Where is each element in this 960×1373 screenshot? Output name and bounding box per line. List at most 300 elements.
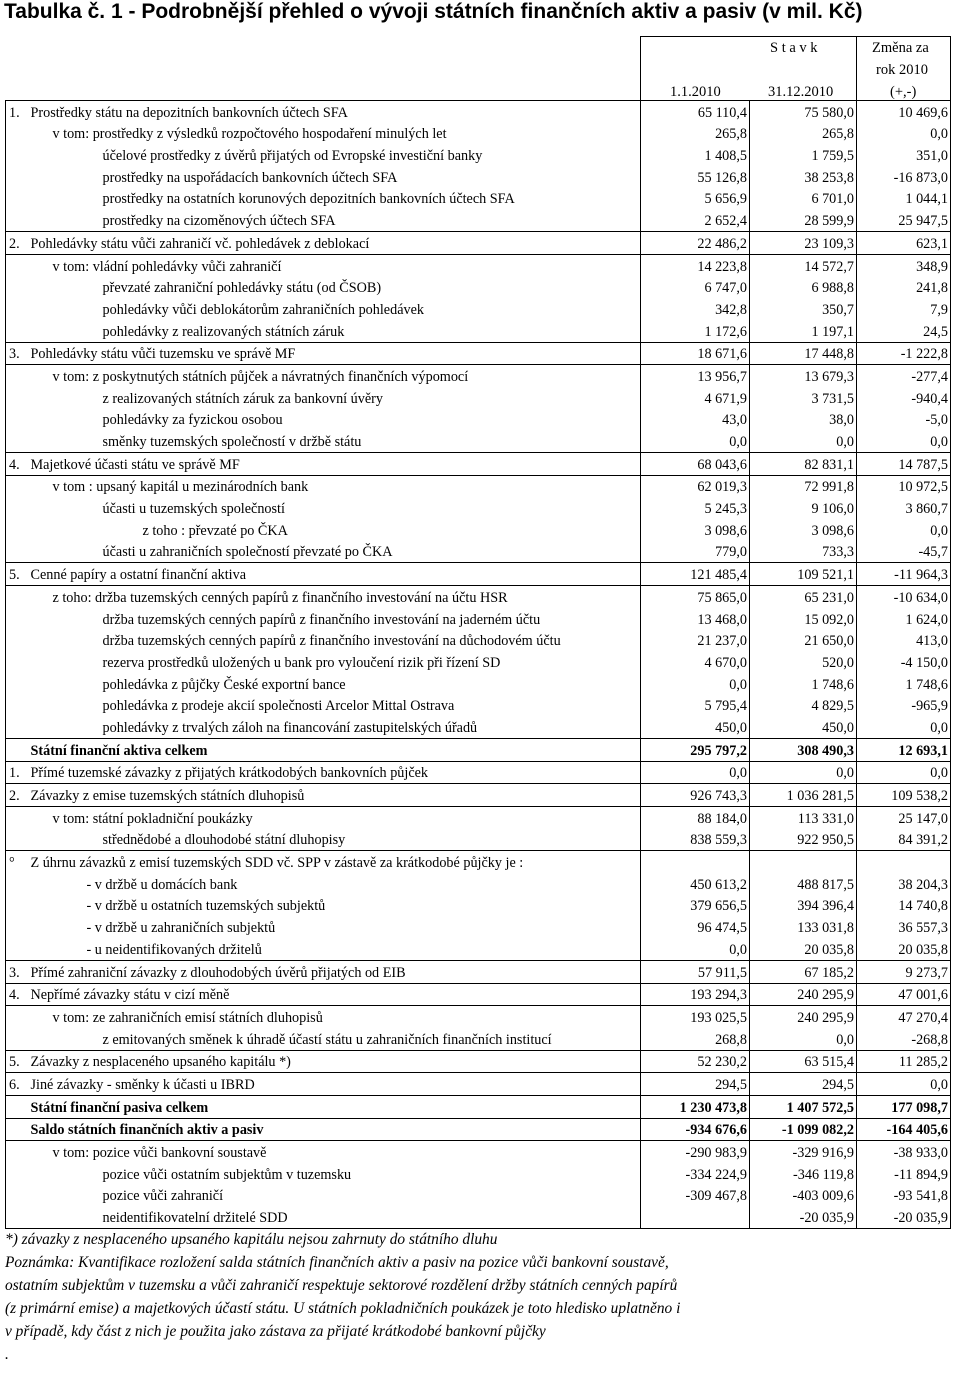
row-number: 5. (6, 563, 28, 586)
table-row (6, 716, 951, 738)
value-start: 265,8 (641, 123, 750, 145)
table-row (6, 430, 951, 452)
table-row (6, 630, 951, 652)
value-end: -403 009,6 (750, 1185, 857, 1207)
header-col-end: 31.12.2010 (768, 84, 834, 100)
value-end: -1 099 082,2 (750, 1118, 857, 1141)
value-start: 5 245,3 (641, 497, 750, 519)
value-change: 84 391,2 (857, 829, 951, 851)
row-number (6, 1206, 28, 1228)
value-end: 4 829,5 (750, 695, 857, 717)
table-row (6, 1050, 951, 1073)
row-number (6, 519, 28, 541)
value-end: 488 817,5 (750, 873, 857, 895)
footnote-line: . (5, 1346, 9, 1363)
value-end: 3 731,5 (750, 387, 857, 409)
table-row (6, 497, 951, 519)
row-number (6, 738, 28, 761)
table-row (6, 453, 951, 476)
value-end: 1 748,6 (750, 673, 857, 695)
value-start: 22 486,2 (641, 232, 750, 255)
table-row (6, 475, 951, 497)
value-change: 0,0 (857, 761, 951, 784)
value-end: 0,0 (750, 761, 857, 784)
value-change: -164 405,6 (857, 1118, 951, 1141)
value-end: 15 092,0 (750, 608, 857, 630)
row-label: prostředky na uspořádacích bankovních účtech SFA (28, 166, 641, 188)
table-row (6, 519, 951, 541)
value-start: 450,0 (641, 716, 750, 738)
value-start: -934 676,6 (641, 1118, 750, 1141)
value-start: 18 671,6 (641, 342, 750, 365)
row-number (6, 695, 28, 717)
row-number (6, 1141, 28, 1163)
value-start: 838 559,3 (641, 829, 750, 851)
value-end: 82 831,1 (750, 453, 857, 476)
page-title: Tabulka č. 1 - Podrobnější přehled o vývoji státních finančních aktiv a pasiv (v mil. Kč) (4, 0, 863, 23)
value-end: 9 106,0 (750, 497, 857, 519)
value-end: 0,0 (750, 1028, 857, 1050)
row-label: v tom: státní pokladniční poukázky (28, 807, 641, 829)
value-start: -290 983,9 (641, 1141, 750, 1163)
row-label: Státní finanční aktiva celkem (28, 738, 641, 761)
value-change: 25 947,5 (857, 209, 951, 231)
row-label: Závazky z emise tuzemských státních dluhopisů (28, 784, 641, 807)
value-change: 0,0 (857, 519, 951, 541)
value-start: 65 110,4 (641, 101, 750, 123)
value-change: -940,4 (857, 387, 951, 409)
value-start: 1 172,6 (641, 320, 750, 342)
value-end: 733,3 (750, 541, 857, 563)
table-row (6, 387, 951, 409)
row-label: z emitovaných směnek k úhradě účastí státu u zahraničních finančních institucí (28, 1028, 641, 1050)
row-label: rezerva prostředků uložených u bank pro vyloučení rizik při řízení SD (28, 651, 641, 673)
value-end: 21 650,0 (750, 630, 857, 652)
value-end: 1 197,1 (750, 320, 857, 342)
row-label: pozice vůči zahraničí (28, 1185, 641, 1207)
row-number: ° (6, 851, 28, 873)
table-row (6, 916, 951, 938)
table-row (6, 320, 951, 342)
value-end: 265,8 (750, 123, 857, 145)
value-start: 13 956,7 (641, 365, 750, 387)
value-change: 38 204,3 (857, 873, 951, 895)
row-label: - v držbě u domácích bank (28, 873, 641, 895)
table-row (6, 651, 951, 673)
value-start: 5 795,4 (641, 695, 750, 717)
value-start: 0,0 (641, 938, 750, 960)
row-label: směnky tuzemských společností v držbě státu (28, 430, 641, 452)
value-end: 240 295,9 (750, 983, 857, 1006)
value-change: 0,0 (857, 430, 951, 452)
value-start: 0,0 (641, 761, 750, 784)
row-label: Pohledávky státu vůči zahraničí vč. pohledávek z deblokací (28, 232, 641, 255)
row-number: 4. (6, 453, 28, 476)
table-row (6, 829, 951, 851)
row-label: účasti u tuzemských společností (28, 497, 641, 519)
row-label: Přímé zahraniční závazky z dlouhodobých úvěrů přijatých od EIB (28, 960, 641, 983)
row-number (6, 1163, 28, 1185)
header-stav: S t a v k (770, 40, 818, 56)
row-label: Saldo státních finančních aktiv a pasiv (28, 1118, 641, 1141)
footnote-line: Poznámka: Kvantifikace rozložení salda státních finančních aktiv a pasiv na pozice vůči bankovní soustavě, (5, 1254, 669, 1271)
value-change: 47 270,4 (857, 1006, 951, 1028)
value-change: -93 541,8 (857, 1185, 951, 1207)
value-start: 43,0 (641, 409, 750, 431)
value-change: 10 972,5 (857, 475, 951, 497)
table-row (6, 938, 951, 960)
table-row (6, 1073, 951, 1096)
value-change: 1 748,6 (857, 673, 951, 695)
table-row (6, 983, 951, 1006)
value-end: 3 098,6 (750, 519, 857, 541)
row-label: Cenné papíry a ostatní finanční aktiva (28, 563, 641, 586)
value-start: -334 224,9 (641, 1163, 750, 1185)
value-change: 10 469,6 (857, 101, 951, 123)
table-row (6, 960, 951, 983)
row-label: pohledávky vůči deblokátorům zahraničních pohledávek (28, 298, 641, 320)
row-number: 3. (6, 960, 28, 983)
row-number (6, 1118, 28, 1141)
row-label: Z úhrnu závazků z emisí tuzemských SDD vč. SPP v zástavě za krátkodobé půjčky je : (28, 851, 641, 873)
value-change: 0,0 (857, 123, 951, 145)
footnote-line: v případě, kdy část z nich je použita jako zástava za přijaté krátkodobé bankovní půjčky (5, 1323, 546, 1340)
table-row (6, 409, 951, 431)
table-row (6, 563, 951, 586)
row-number: 1. (6, 101, 28, 123)
value-end: 240 295,9 (750, 1006, 857, 1028)
table-row (6, 1028, 951, 1050)
footnote-line: (z primární emise) a majetkových účastí státu. U státních pokladničních poukázek je toto hledisko uplatněno i (5, 1300, 681, 1317)
row-number (6, 430, 28, 452)
row-number (6, 365, 28, 387)
value-start: 779,0 (641, 541, 750, 563)
table-row (6, 188, 951, 210)
row-label: v tom: vládní pohledávky vůči zahraničí (28, 254, 641, 276)
value-end: 133 031,8 (750, 916, 857, 938)
table-row (6, 101, 951, 123)
table-row (6, 807, 951, 829)
value-start: 88 184,0 (641, 807, 750, 829)
value-start: 268,8 (641, 1028, 750, 1050)
value-start: 121 485,4 (641, 563, 750, 586)
value-end: 38 253,8 (750, 166, 857, 188)
value-change: -45,7 (857, 541, 951, 563)
value-change: 20 035,8 (857, 938, 951, 960)
value-start: 1 230 473,8 (641, 1095, 750, 1118)
row-number: 5. (6, 1050, 28, 1073)
value-change: 109 538,2 (857, 784, 951, 807)
row-label: držba tuzemských cenných papírů z finančního investování na důchodovém účtu (28, 630, 641, 652)
value-change: 177 098,7 (857, 1095, 951, 1118)
table-row (6, 365, 951, 387)
row-number (6, 938, 28, 960)
row-label: střednědobé a dlouhodobé státní dluhopisy (28, 829, 641, 851)
row-label: pohledávky z realizovaných státních záruk (28, 320, 641, 342)
row-number: 2. (6, 232, 28, 255)
value-start: 193 294,3 (641, 983, 750, 1006)
table-row (6, 1163, 951, 1185)
row-number (6, 807, 28, 829)
row-label: pozice vůči ostatním subjektům v tuzemsku (28, 1163, 641, 1185)
value-end: 67 185,2 (750, 960, 857, 983)
value-change: 241,8 (857, 277, 951, 299)
value-change: 0,0 (857, 716, 951, 738)
value-end (750, 851, 857, 873)
row-number (6, 298, 28, 320)
row-number (6, 916, 28, 938)
table-row (6, 738, 951, 761)
row-number (6, 475, 28, 497)
table-row (6, 761, 951, 784)
row-label: pohledávka z půjčky České exportní bance (28, 673, 641, 695)
row-label: v tom: prostředky z výsledků rozpočtového hospodaření minulých let (28, 123, 641, 145)
value-change: 36 557,3 (857, 916, 951, 938)
value-change: 12 693,1 (857, 738, 951, 761)
table-row (6, 784, 951, 807)
row-label: účelové prostředky z úvěrů přijatých od Evropské investiční banky (28, 144, 641, 166)
row-number (6, 716, 28, 738)
value-end: 28 599,9 (750, 209, 857, 231)
row-number (6, 586, 28, 608)
footnote-line: ostatním subjektům v tuzemsku a vůči zahraničí respektuje sektorové rozdělení držby státních cenných papírů (5, 1277, 678, 1294)
row-number (6, 673, 28, 695)
table-row (6, 1206, 951, 1228)
footnote-line: *) závazky z nesplaceného upsaného kapitálu nejsou zahrnuty do státního dluhu (5, 1231, 498, 1248)
value-change: 348,9 (857, 254, 951, 276)
value-end: 72 991,8 (750, 475, 857, 497)
table-row (6, 586, 951, 608)
row-number (6, 651, 28, 673)
header-col-start: 1.1.2010 (670, 84, 721, 100)
value-start: 3 098,6 (641, 519, 750, 541)
row-label: neidentifikovatelní držitelé SDD (28, 1206, 641, 1228)
value-end: 520,0 (750, 651, 857, 673)
value-start: 57 911,5 (641, 960, 750, 983)
value-start: 193 025,5 (641, 1006, 750, 1028)
row-number (6, 541, 28, 563)
value-start (641, 851, 750, 873)
value-start: 450 613,2 (641, 873, 750, 895)
row-label: Jiné závazky - směnky k účasti u IBRD (28, 1073, 641, 1096)
value-start: 926 743,3 (641, 784, 750, 807)
row-label: pohledávka z prodeje akcií společnosti Arcelor Mittal Ostrava (28, 695, 641, 717)
row-number (6, 630, 28, 652)
row-number (6, 895, 28, 917)
row-number: 2. (6, 784, 28, 807)
row-label: z toho : převzaté po ČKA (28, 519, 641, 541)
row-label: Státní finanční pasiva celkem (28, 1095, 641, 1118)
value-change: 25 147,0 (857, 807, 951, 829)
value-change: 14 787,5 (857, 453, 951, 476)
table-row (6, 1006, 951, 1028)
value-end: 6 701,0 (750, 188, 857, 210)
value-start: 52 230,2 (641, 1050, 750, 1073)
table-row (6, 1095, 951, 1118)
row-label: Nepřímé závazky státu v cizí měně (28, 983, 641, 1006)
value-start: 4 671,9 (641, 387, 750, 409)
value-end: 109 521,1 (750, 563, 857, 586)
table-row (6, 342, 951, 365)
value-change: -11 964,3 (857, 563, 951, 586)
row-number: 1. (6, 761, 28, 784)
value-start: 379 656,5 (641, 895, 750, 917)
row-label: držba tuzemských cenných papírů z finančního investování na jaderném účtu (28, 608, 641, 630)
value-end: 65 231,0 (750, 586, 857, 608)
value-start: 5 656,9 (641, 188, 750, 210)
value-end: 38,0 (750, 409, 857, 431)
value-change: 3 860,7 (857, 497, 951, 519)
row-label: v tom : upsaný kapitál u mezinárodních bank (28, 475, 641, 497)
row-label: prostředky na ostatních korunových depozitních bankovních účtech SFA (28, 188, 641, 210)
row-number (6, 873, 28, 895)
value-end: 922 950,5 (750, 829, 857, 851)
table-row (6, 1185, 951, 1207)
value-start: 13 468,0 (641, 608, 750, 630)
value-start: 342,8 (641, 298, 750, 320)
table-row (6, 298, 951, 320)
row-label: pohledávky za fyzickou osobou (28, 409, 641, 431)
value-change: -277,4 (857, 365, 951, 387)
value-end: 1 407 572,5 (750, 1095, 857, 1118)
row-number: 3. (6, 342, 28, 365)
value-start: 55 126,8 (641, 166, 750, 188)
row-number (6, 320, 28, 342)
value-change: 1 624,0 (857, 608, 951, 630)
table-row (6, 608, 951, 630)
value-start (641, 1206, 750, 1228)
table-row (6, 873, 951, 895)
header-zmena-1: Změna za (872, 40, 929, 56)
row-label: Majetkové účasti státu ve správě MF (28, 453, 641, 476)
table-row (6, 851, 951, 873)
value-end: 20 035,8 (750, 938, 857, 960)
value-end: -329 916,9 (750, 1141, 857, 1163)
value-change: 623,1 (857, 232, 951, 255)
value-start: 0,0 (641, 430, 750, 452)
row-label: Závazky z nesplaceného upsaného kapitálu *) (28, 1050, 641, 1073)
value-end: 63 515,4 (750, 1050, 857, 1073)
value-end: 17 448,8 (750, 342, 857, 365)
row-number (6, 188, 28, 210)
row-label: prostředky na cizoměnových účtech SFA (28, 209, 641, 231)
value-end: 294,5 (750, 1073, 857, 1096)
row-number (6, 608, 28, 630)
value-change: 7,9 (857, 298, 951, 320)
value-change: -16 873,0 (857, 166, 951, 188)
row-label: z toho: držba tuzemských cenných papírů z finančního investování na účtu HSR (28, 586, 641, 608)
value-start: 2 652,4 (641, 209, 750, 231)
row-label: - v držbě u ostatních tuzemských subjektů (28, 895, 641, 917)
value-start: 4 670,0 (641, 651, 750, 673)
row-number: 6. (6, 1073, 28, 1096)
value-start: 294,5 (641, 1073, 750, 1096)
table-row (6, 673, 951, 695)
value-start: -309 467,8 (641, 1185, 750, 1207)
value-end: 1 036 281,5 (750, 784, 857, 807)
value-change: 0,0 (857, 1073, 951, 1096)
table-row (6, 695, 951, 717)
row-number (6, 144, 28, 166)
table-row (6, 1118, 951, 1141)
value-start: 68 043,6 (641, 453, 750, 476)
header-col-change: (+,-) (890, 84, 917, 100)
row-label: - v držbě u zahraničních subjektů (28, 916, 641, 938)
row-label: v tom: z poskytnutých státních půjček a návratných finančních výpomocí (28, 365, 641, 387)
row-number (6, 409, 28, 431)
row-label: převzaté zahraniční pohledávky státu (od ČSOB) (28, 277, 641, 299)
value-end: 14 572,7 (750, 254, 857, 276)
value-change: -38 933,0 (857, 1141, 951, 1163)
row-label: - u neidentifikovaných držitelů (28, 938, 641, 960)
value-change: 413,0 (857, 630, 951, 652)
value-change: -20 035,9 (857, 1206, 951, 1228)
table-row (6, 541, 951, 563)
value-start: 96 474,5 (641, 916, 750, 938)
table-row (6, 895, 951, 917)
table-row (6, 277, 951, 299)
row-number (6, 829, 28, 851)
value-start: 14 223,8 (641, 254, 750, 276)
row-number (6, 1185, 28, 1207)
value-change: -10 634,0 (857, 586, 951, 608)
value-end: 0,0 (750, 430, 857, 452)
table-row (6, 254, 951, 276)
row-label: Prostředky státu na depozitních bankovních účtech SFA (28, 101, 641, 123)
header-zmena-2: rok 2010 (876, 62, 928, 78)
value-start: 0,0 (641, 673, 750, 695)
value-end: 450,0 (750, 716, 857, 738)
value-end: -20 035,9 (750, 1206, 857, 1228)
table-row (6, 232, 951, 255)
table-row (6, 123, 951, 145)
value-change: -1 222,8 (857, 342, 951, 365)
row-number: 4. (6, 983, 28, 1006)
value-end: 23 109,3 (750, 232, 857, 255)
table-header (0, 0, 960, 100)
row-label: Přímé tuzemské závazky z přijatých krátkodobých bankovních půjček (28, 761, 641, 784)
row-number (6, 1006, 28, 1028)
value-start: 6 747,0 (641, 277, 750, 299)
value-change: 47 001,6 (857, 983, 951, 1006)
row-label: pohledávky z trvalých záloh na financování zastupitelských úřadů (28, 716, 641, 738)
row-number (6, 1095, 28, 1118)
value-start: 62 019,3 (641, 475, 750, 497)
value-change: 1 044,1 (857, 188, 951, 210)
value-start: 21 237,0 (641, 630, 750, 652)
row-label: v tom: ze zahraničních emisí státních dluhopisů (28, 1006, 641, 1028)
value-change: -11 894,9 (857, 1163, 951, 1185)
row-label: účasti u zahraničních společností převzaté po ČKA (28, 541, 641, 563)
value-change: 11 285,2 (857, 1050, 951, 1073)
value-start: 75 865,0 (641, 586, 750, 608)
row-number (6, 209, 28, 231)
value-end: 1 759,5 (750, 144, 857, 166)
value-change: -965,9 (857, 695, 951, 717)
table-row (6, 166, 951, 188)
value-end: 308 490,3 (750, 738, 857, 761)
row-number (6, 123, 28, 145)
row-label: v tom: pozice vůči bankovní soustavě (28, 1141, 641, 1163)
value-start: 1 408,5 (641, 144, 750, 166)
value-start: 295 797,2 (641, 738, 750, 761)
table-row (6, 209, 951, 231)
value-end: 394 396,4 (750, 895, 857, 917)
table-row (6, 1141, 951, 1163)
row-number (6, 1028, 28, 1050)
value-end: 350,7 (750, 298, 857, 320)
row-number (6, 277, 28, 299)
